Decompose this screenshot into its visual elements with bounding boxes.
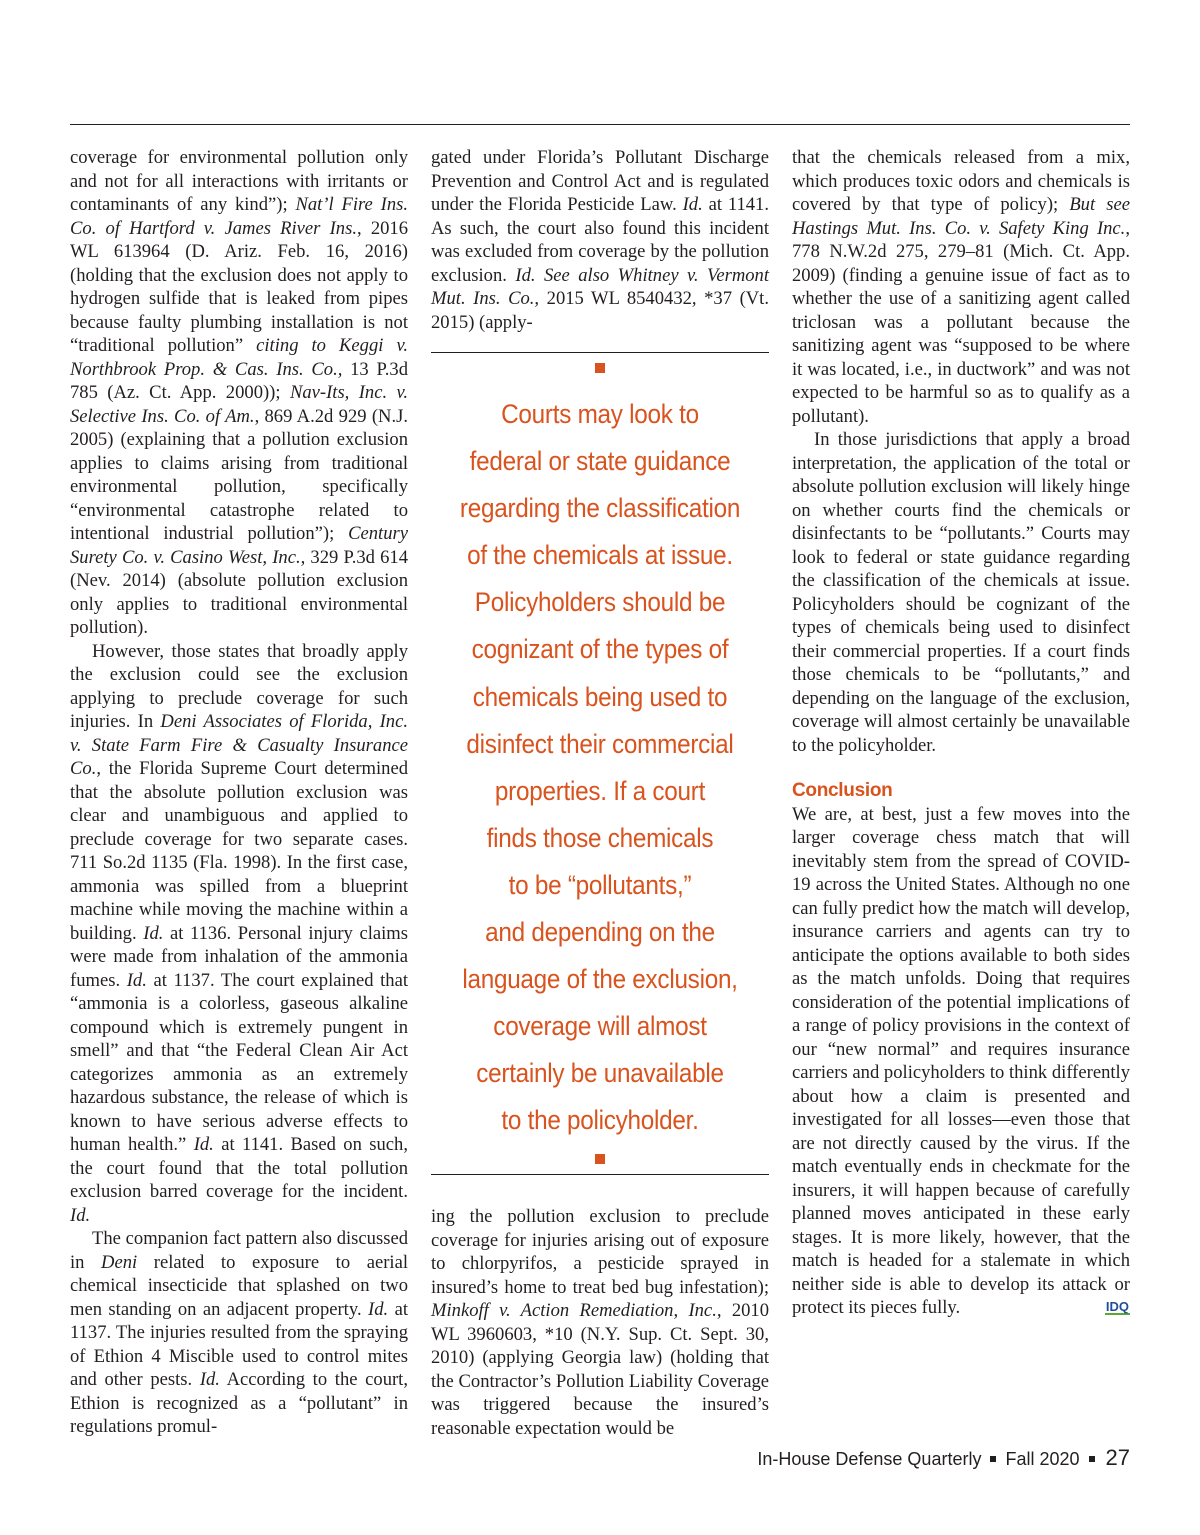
pull-quote-line: properties. If a court — [494, 775, 706, 806]
pull-quote-bottom-square-icon — [595, 1154, 605, 1164]
col1-paragraph-3 — [70, 1227, 408, 1439]
idq-logo-icon: IDQ — [1105, 1299, 1129, 1314]
pull-quote-top-square-icon — [595, 363, 605, 373]
citation-italic: Deni Associates of Florida, Inc. v. State Farm Fire & Casualty Insurance Co. — [70, 711, 408, 779]
pull-quote-line: certainly be unavailable — [476, 1058, 724, 1089]
pull-quote-line: and depending on the — [485, 917, 715, 948]
footer-issue: Fall 2020 — [1005, 1449, 1080, 1469]
pull-quote-line: to the policyholder. — [501, 1105, 699, 1136]
pull-quote — [431, 352, 769, 1175]
pull-quote-line: to be “pollutants,” — [508, 869, 692, 900]
citation-italic: But see Hastings Mut. Ins. Co. v. Safety King Inc. — [792, 194, 1131, 239]
text-run: at 1141. Based on such, the court found that the total pollution exclusion barred coverage for the incident. — [70, 1134, 408, 1202]
pull-quote-line: regarding the classification — [459, 493, 741, 524]
text-run: According to the court, Ethion is recognized as a “pollutant” in regulations promul- — [70, 1369, 408, 1437]
citation-italic: Id. — [70, 1204, 91, 1226]
text-run: 2010 WL 3960603, *10 (N.Y. Sup. Ct. Sept. 30, 2010) (applying Georgia law) (holding that the Contractor’s Pollution Liability Coverage was triggered because the insured’s reasonable expectation would be — [431, 1300, 770, 1439]
citation-italic: Deni — [101, 1251, 138, 1273]
citation-italic: Nav-Its, Inc. v. Selective Ins. Co. of Am. — [70, 382, 408, 427]
text-run: that the chemicals released from a mix, which produces toxic odors and chemicals is covered by that type of policy); — [792, 147, 1130, 215]
citation-italic: Id. See also Whitney v. Vermont Mut. Ins. Co., — [431, 264, 770, 309]
text-run: ing the pollution exclusion to preclude coverage for injuries arising out of exposure to chlorpyrifos, a pesticide sprayed in insured’s home to treat bed bug infestation); — [431, 1206, 769, 1298]
text-run: related to exposure to aerial chemical insecticide that splashed on two men standing on an adjacent property. — [70, 1251, 408, 1320]
footer-publication: In-House Defense Quarterly — [757, 1449, 982, 1469]
citation-italic: Id. — [126, 969, 147, 991]
pull-quote-text — [448, 391, 752, 1145]
citation-italic: Nat’l Fire Ins. Co. of Hartford v. James River Ins. — [70, 194, 408, 239]
pull-quote-line: disinfect their commercial — [466, 728, 734, 759]
text-run: , 869 A.2d 929 (N.J. 2005) (explaining that a pollution exclusion applies to claims arising from traditional environmental pollution, specifically “environmental catastrophe related to intentional industrial pollution”); — [70, 405, 408, 544]
column-3 — [792, 146, 1130, 1320]
footer-separator-icon — [990, 1456, 996, 1462]
citation-italic: citing to Keggi v. Northbrook Prop. & Cas. Ins. Co., — [70, 335, 408, 380]
pull-quote-line: chemicals being used to — [472, 681, 728, 712]
text-run: , 2016 WL 613964 (D. Ariz. Feb. 16, 2016) (holding that the exclusion does not apply to hydrogen sulfide that is leaked from pipes because faulty plumbing installation is not “traditional pollution” — [70, 217, 409, 356]
col3-paragraph-3 — [792, 803, 1130, 1320]
page-footer — [757, 1445, 1130, 1471]
col2-bottom-paragraph — [431, 1205, 769, 1440]
text-run: gated under Florida’s Pollutant Discharge Prevention and Control Act and is regulated under the Florida Pesticide Law. — [431, 147, 769, 215]
text-run: at 1136. Personal injury claims were made from inhalation of the ammonia fumes. — [70, 922, 408, 991]
conclusion-text — [792, 804, 1130, 1319]
text-run: We are, at best, just a few moves into the larger coverage chess match that will inevitably stem from the spread of COVID-19 across the United States. Although no one can fully predict how the match will develop, insurance carriers and agents can try to anticipate the options available to both sides as the match unfolds. Doing that requires consideration of the potential implications of a range of policy provisions in the context of our “new normal” and requires insurance carriers and policyholders to think differently about how a claim is presented and investigated for all losses—even those that are not directly caused by the virus. If the match eventually ends in checkmate for the insurers, it will happen because of carefully planned moves anticipated in these early stages. It is more likely, however, that the match is headed for a stalemate in which neither side is able to develop its attack or protect its pieces fully. — [792, 803, 1130, 1318]
citation-italic: Id. — [199, 1369, 220, 1390]
col3-paragraph-1 — [792, 146, 1130, 428]
pull-quote-line: Policyholders should be — [474, 587, 726, 618]
text-run: 329 P.3d 614 (Nev. 2014) (absolute pollution exclusion only applies to traditional environmental pollution). — [70, 546, 408, 638]
column-2-top — [431, 146, 769, 334]
citation-italic: Minkoff v. Action Remediation, Inc., — [431, 1300, 722, 1321]
pull-quote-line: finds those chemicals — [486, 822, 714, 853]
text-run: at 1141. As such, the court also found this incident was excluded from coverage by the pollution exclusion. — [431, 194, 769, 286]
text-run: coverage for environmental pollution only and not for all interactions with irritants or contaminants of any kind”); — [70, 147, 408, 215]
citation-italic: Id. — [682, 194, 703, 215]
col2-top-paragraph — [431, 146, 769, 334]
text-run: , the Florida Supreme Court determined that the absolute pollution exclusion was clear and unambiguous and applied to preclude coverage for two separate cases. 711 So.2d 1135 (Fla. 1998). In the first case, ammonia was spilled from a blueprint machine while moving the machine within a building. — [70, 758, 408, 944]
column-1 — [70, 146, 408, 1439]
col1-paragraph-1 — [70, 146, 408, 640]
pull-quote-line: of the chemicals at issue. — [467, 540, 733, 571]
text-run: However, those states that broadly apply the exclusion could see the exclusion applying to preclude coverage for such injuries. In — [70, 640, 408, 732]
pull-quote-line: Courts may look to — [501, 399, 699, 429]
text-run: at 1137. The court explained that “ammonia is a colorless, gaseous alkaline compound which is extremely pungent in smell” and that “the Federal Clean Air Act categorizes ammonia as an extremely hazardous substance, the release of which is known to have serious adverse effects to human health.” — [70, 969, 408, 1155]
pull-quote-line: federal or state guidance — [469, 446, 731, 477]
citation-italic: Id. — [368, 1298, 389, 1320]
col1-paragraph-2 — [70, 640, 408, 1228]
citation-italic: Century Surety Co. v. Casino West, Inc., — [70, 523, 408, 568]
conclusion-heading: Conclusion — [792, 780, 893, 801]
pull-quote-line: cognizant of the types of — [471, 634, 729, 665]
top-rule — [70, 124, 1130, 125]
page-number: 27 — [1105, 1445, 1130, 1470]
text-run: , 778 N.W.2d 275, 279–81 (Mich. Ct. App. 2009) (finding a genuine issue of fact as to whether the use of a sanitizing agent called triclosan was a pollutant because the sanitizing agent was “supposed to be where it was located, i.e., in ductwork” and was not expected to be harmful so as to qualify as a pollutant). — [792, 217, 1130, 427]
citation-italic: Id. — [193, 1134, 214, 1155]
pull-quote-line: coverage will almost — [493, 1011, 707, 1042]
col3-paragraph-2 — [792, 428, 1130, 757]
footer-separator-icon — [1089, 1456, 1095, 1462]
text-run: In those jurisdictions that apply a broad interpretation, the application of the total or absolute pollution exclusion will likely hinge on whether courts find the chemicals or disinfectants to be “pollutants.” Courts may look to federal or state guidance regarding the classification of the chemicals at issue. Policyholders should be cognizant of the types of chemicals being used to disinfect their commercial properties. If a court finds those chemicals to be “pollutants,” and depending on the language of the exclusion, coverage will almost certainly be unavailable to the policyholder. — [792, 429, 1130, 756]
citation-italic: Id. — [143, 922, 164, 944]
column-2-bottom — [431, 1205, 769, 1440]
pull-quote-line: language of the exclusion, — [462, 964, 738, 995]
text-run: 13 P.3d 785 (Az. Ct. App. 2000)); — [70, 358, 408, 403]
text-run: The companion fact pattern also discussed in — [70, 1228, 408, 1273]
text-run: at 1137. The injuries resulted from the spraying of Ethion 4 Miscible used to control mites and other pests. — [70, 1298, 408, 1390]
text-run: 2015 WL 8540432, *37 (Vt. 2015) (apply- — [431, 288, 769, 333]
